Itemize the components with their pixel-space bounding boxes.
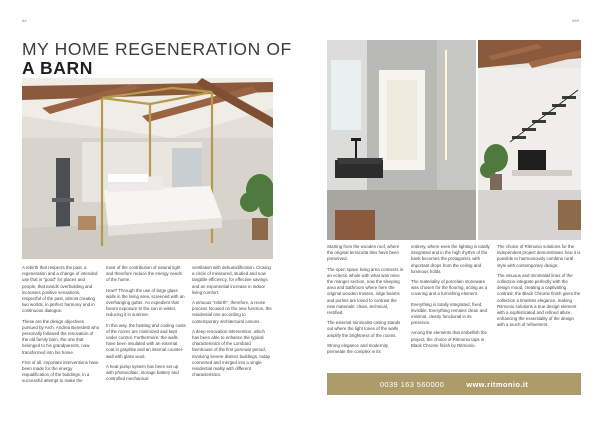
col3-paragraph: A virtuous "rebirth", therefore, a reuse process focused on the new function, the residential one according to contemporary architectural canons.: [192, 300, 272, 324]
col5-paragraph: entirety, where even the lighting is totally integrated and in the high rhythm of the bank becomes the protagonist, with important drops from the ceiling and luminous holds.: [411, 244, 490, 274]
col5-paragraph: Everything is totally integrated, fixed, invisible. Everything remains clean and minimal, clearly functional in its presence.: [411, 301, 487, 326]
text-column-4: [327, 244, 405, 359]
col2-paragraph: In this way, the heating and cooling costs of the rooms are minimized and kept under control. Furthermore, the walls have been insulated with an external coat in graphite and an internal counter-wall with glass wool.: [106, 322, 186, 359]
col4-paragraph: Starting from the wooden roof, where the original terracotta tiles have been preserved.: [327, 244, 400, 262]
col5-paragraph: Among the elements that embellish the project, the choice of Ritmonio taps in Black Chrome finish by Ritmonio.: [411, 330, 487, 348]
text-column-6: [497, 244, 581, 333]
phone-number: 0039 163 560000: [379, 379, 445, 389]
col4-paragraph: Strong elegance and modernity permeate the complex in its: [327, 342, 389, 355]
website-link[interactable]: www.ritmonio.it: [466, 379, 529, 389]
title-line-1: MY HOME REGENERATION OF: [22, 39, 292, 59]
col4-paragraph: The external minimalist casing stands out where the light tones of the walls amplify the brightness of the rooms.: [327, 320, 401, 338]
contact-bar: [327, 373, 581, 395]
col3-paragraph: A deep renovation intervention, which has been able to enhance the typical characteristics of the Lombard farmhouse of the first post-war period, involving severe distinct buildings, today connected and merged into a single residential reality with different characteristics.: [192, 328, 271, 378]
col2-paragraph: A heat pump system has been set up with photovoltaic, storage battery and controlled mechanical: [106, 363, 179, 382]
bathroom-photo: [327, 40, 476, 240]
col1-paragraph: These are the design objectives pursued by Arch. Andrea Benedetti who personally followed the renovation of the old family barn, the one that belonged to his grandparents, now transformed into his home.: [22, 318, 100, 355]
text-column-3: [192, 265, 272, 382]
page-number-left: 88: [22, 18, 27, 23]
page-number-right: 089: [572, 18, 580, 23]
article-title: [22, 39, 292, 78]
title-line-2: A BARN: [22, 58, 94, 78]
col4-paragraph: The open space living area connects in an eclectic whole with what was once the manger section, now the sleeping area and bathroom where here the original wooden trusses, ridge beams and purlins are loved to contrast the new materials: clean, technical, rectified.: [327, 266, 404, 316]
staircase-photo: [478, 40, 581, 240]
col1-paragraph: First of all, important interventions have been made for the energy requalification of the buildings, in a successful attempt to make the: [22, 359, 99, 384]
col3-paragraph: ventilation with dehumidification. Closing a circle of measured, studied and now tangible efficiency, for effective savings and an exponential increase in indoor living comfort.: [192, 265, 271, 295]
text-column-1: [22, 265, 100, 389]
col2-paragraph: How? Through the use of large glass walls in the living area, screened with an overhanging gutter. An expedient that favors exposure to the sun in winter, reducing it in summer.: [106, 287, 185, 318]
col2-paragraph: most of the contribution of natural light and therefore reduce the energy needs of the home.: [106, 265, 182, 283]
bedroom-photo: [22, 78, 273, 259]
col5-paragraph: The materiality of porcelain stoneware was chosen for the flooring, acting as a covering and a furnishing element.: [411, 279, 488, 297]
col6-paragraph: The sinuous and minimalist lines of the collection integrate perfectly with the design mood, creating a captivating contrast; the Black Chrome finish gives the collection a timeless elegance, making Ritmonio solutions a true design element with a sophisticated and refined allure, enhancing the essentiality of the design with a touch of refinement.: [497, 272, 581, 328]
col1-paragraph: A rebirth that respects the past, a regeneration and a change of intended use that is "good" for places and people, that avoids overbuilding and increases positive sensations, respectful of the past, almost creating two worlds, in perfect harmony and in continuous dialogue.: [22, 265, 98, 314]
text-column-2: [106, 265, 186, 386]
col6-paragraph: The choice of Ritmonio solutions for the independent project demonstrates how it is possible to harmoniously combine rural style with contemporary design.: [497, 244, 581, 268]
text-column-5: [411, 244, 491, 353]
